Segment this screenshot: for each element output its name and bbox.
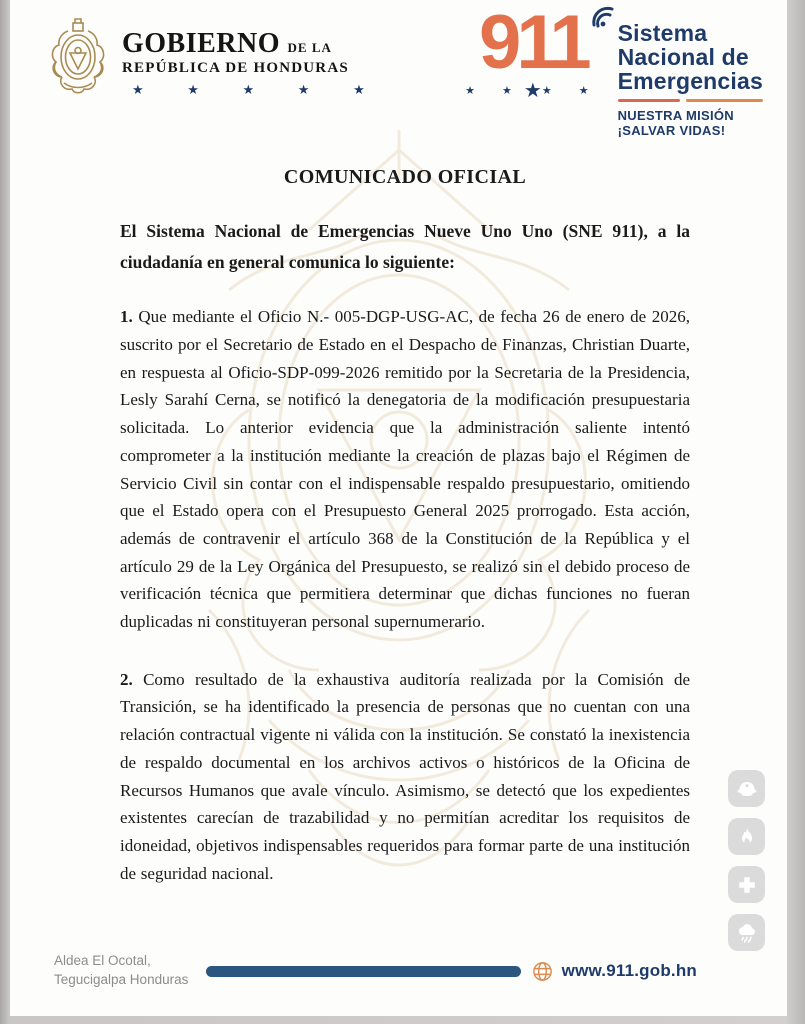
gobierno-subtitle: REPÚBLICA DE HONDURAS [122, 60, 349, 76]
document-title: COMUNICADO OFICIAL [283, 166, 527, 188]
sne911-text-block [618, 6, 763, 138]
sne911-number: 911 [479, 0, 587, 85]
footer-website: www.911.gob.hn [561, 961, 697, 981]
gobierno-title-main: GOBIERNO [122, 28, 281, 59]
police-cap-icon [728, 770, 765, 807]
footer-address-line2: Tegucigalpa Honduras [54, 972, 189, 988]
gobierno-logo-text [122, 16, 385, 98]
star-center: ★ [523, 80, 542, 103]
stars-right: ★ ★ [541, 85, 601, 98]
gobierno-logo [44, 16, 385, 98]
footer [54, 952, 697, 990]
emergency-services-icons [728, 770, 765, 951]
document-intro: El Sistema Nacional de Emergencias Nueve Uno Uno (SNE 911), a la ciudadanía en general comunica lo siguiente: [120, 221, 690, 273]
document-page [10, 0, 787, 1016]
sne911-logo [462, 0, 763, 139]
gobierno-title [122, 30, 385, 58]
footer-address [54, 952, 206, 990]
honduras-coat-of-arms-icon [44, 17, 112, 97]
footer-address-line1: Aldea El Ocotal, [54, 953, 151, 969]
fire-icon [728, 818, 765, 855]
sne911-name-line1: Sistema [617, 20, 708, 46]
gobierno-stars: ★ ★ ★ ★ ★ [132, 82, 385, 97]
footer-divider-bar [206, 966, 521, 977]
globe-icon [531, 960, 554, 983]
sne911-name-line3: Emergencias [617, 67, 763, 94]
sne911-name-line2: Nacional de [617, 43, 749, 70]
signal-waves-icon [588, 3, 622, 29]
paragraph-2 [120, 666, 690, 888]
sne911-underline [618, 99, 763, 102]
sne911-number-block [462, 0, 606, 138]
paragraph-1-number: 1. [120, 307, 133, 327]
sne911-mission-line1: NUESTRA MISIÓN [617, 107, 734, 123]
storm-rain-icon [728, 914, 765, 951]
medical-cross-icon [728, 866, 765, 903]
gobierno-title-small: DE LA [287, 40, 332, 55]
paragraph-2-number: 2. [120, 669, 133, 689]
paragraph-1 [120, 303, 690, 635]
sne911-name [618, 22, 763, 94]
paragraph-2-text: Como resultado de la exhaustiva auditoría realizada por la Comisión de Transición, se ha identificado la presencia de personas que no cuentan con una relación contractual vigente ni válida con la institución. Se constató la inexistencia de respaldo documental en los archivos activos o históricos de la Oficina de Recursos Humanos que avale vínculo. Asimismo, se detectó que los expedientes existentes carecían de trazabilidad y no permitían acreditar los requisitos de idoneidad, objetivos indispensables requeridos para formar parte de una institución de seguridad nacional. [120, 669, 691, 883]
paragraph-1-text: Que mediante el Oficio N.- 005-DGP-USG-AC, de fecha 26 de enero de 2026, suscrito por el Secretario de Estado en el Despacho de Finanzas, Christian Duarte, en respuesta al Oficio-SDP-099-2026 remitido por la Secretaria de la Presidencia, Lesly Sarahí Cerna, se notificó la denegatoria de la modificación presupuestaria solicitada. Lo anterior evidencia que la administración saliente intentó comprometer a la institución mediante la creación de plazas bajo el Régimen de Servicio Civil sin contar con el indispensable respaldo presupuestario, omitiendo que el Estado opera con el Presupuesto General 2025 prorrogado. Esta acción, además de contravenir el artículo 368 de la Constitución de la República y el artículo 29 de la Ley Orgánica del Presupuesto, se realizó sin el debido proceso de verificación técnica que permitiera determinar que dichas funciones no fueran duplicadas ni constituyeran personal supernumerario. [120, 307, 690, 632]
document-body [120, 166, 690, 917]
stars-left: ★ ★ [465, 85, 524, 98]
sne911-mission [618, 108, 763, 139]
sne911-mission-line2: ¡SALVAR VIDAS! [617, 123, 726, 139]
